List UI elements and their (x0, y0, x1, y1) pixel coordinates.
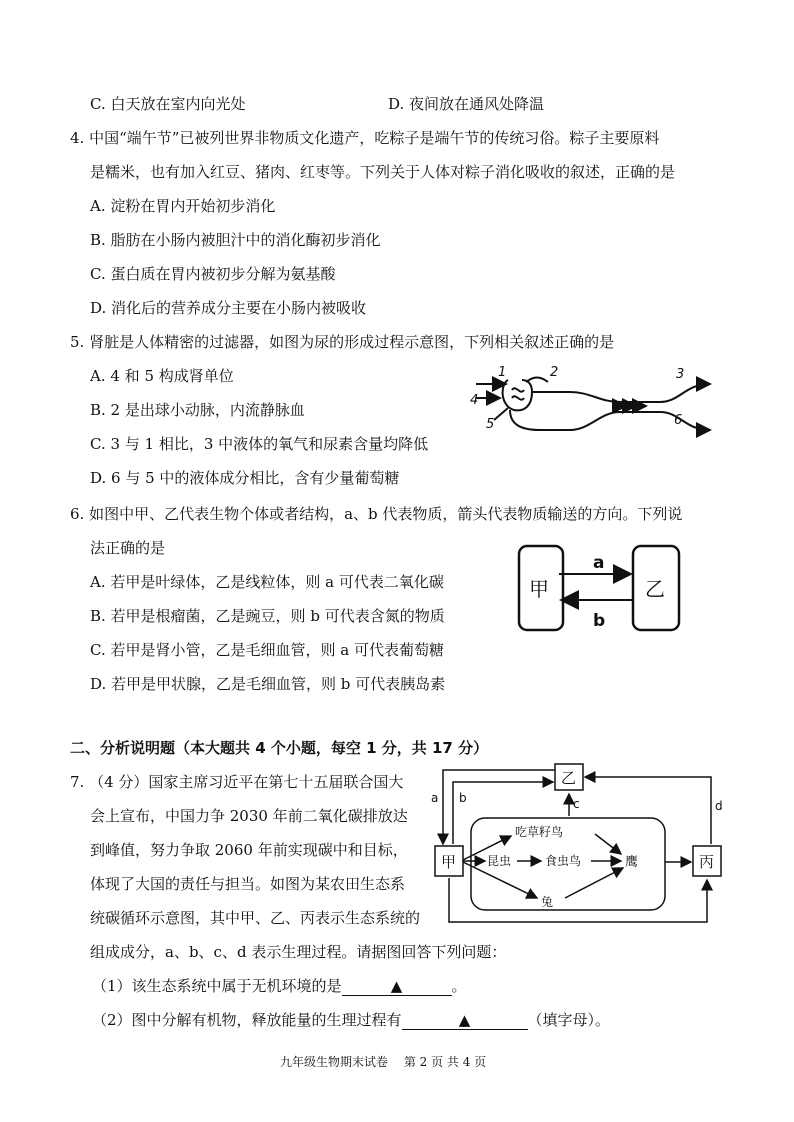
q5-option-d: D. 6 与 5 中的液体成分相比，含有少量葡萄糖 (90, 469, 400, 487)
q7-sub2 (92, 1010, 610, 1030)
q4-stem-line1: 4. 中国“端午节”已被列世界非物质文化遗产，吃粽子是端午节的传统习俗。粽子主要原料 (70, 129, 660, 147)
page-footer: 九年级生物期末试卷 第 2 页 共 4 页 (280, 1055, 487, 1069)
q4-stem-line2: 是糯米，也有加入红豆、猪肉、红枣等。下列关于人体对粽子消化吸收的叙述，正确的是 (90, 163, 676, 181)
nephron-label-5: 5 (486, 417, 495, 432)
q3-option-d: D. 夜间放在通风处降温 (388, 95, 545, 113)
q5-stem: 5. 肾脏是人体精密的过滤器，如图为尿的形成过程示意图，下列相关叙述正确的是 (70, 333, 615, 351)
q7-sub1-triangle-icon: ▲ (390, 977, 403, 995)
q7-line3: 到峰值，努力争取 2060 年前实现碳中和目标， (90, 841, 408, 859)
nephron-label-4: 4 (470, 393, 479, 408)
q6-stem-line1: 6. 如图中甲、乙代表生物个体或者结构，a、b 代表物质，箭头代表物质输送的方向。下列说 (70, 505, 683, 523)
nephron-label-3: 3 (676, 367, 685, 382)
q7-sub1-answer-blank[interactable] (342, 977, 452, 996)
q7-sub2-triangle-icon: ▲ (458, 1011, 471, 1029)
q6-option-c: C. 若甲是肾小管，乙是毛细血管，则 a 可代表葡萄糖 (90, 641, 444, 659)
q6-option-a: A. 若甲是叶绿体，乙是线粒体，则 a 可代表二氧化碳 (90, 573, 444, 591)
q6-option-d: D. 若甲是甲状腺，乙是毛细血管，则 b 可代表胰岛素 (90, 675, 446, 693)
q4-option-b: B. 脂肪在小肠内被胆汁中的消化酶初步消化 (90, 231, 381, 249)
exchange-box-yi: 乙 (645, 577, 665, 601)
carbon-cycle-diagram (425, 756, 730, 931)
nephron-label-2: 2 (550, 365, 559, 380)
q7-sub2-text: （2）图中分解有机物，释放能量的生理过程有 (92, 1011, 402, 1029)
q7-sub2-answer-blank[interactable] (402, 1011, 528, 1030)
carbon-node-insect: 昆虫 (487, 854, 512, 868)
q7-sub1-end: 。 (451, 977, 467, 995)
carbon-node-hawk: 鹰 (625, 855, 639, 870)
nephron-label-6: 6 (674, 413, 683, 428)
nephron-label-1: 1 (498, 365, 507, 380)
q4-option-d: D. 消化后的营养成分主要在小肠内被吸收 (90, 299, 367, 317)
q7-sub1-text: （1）该生态系统中属于无机环境的是 (92, 977, 342, 995)
q7-sub1 (92, 976, 467, 996)
q4-option-a: A. 淀粉在胃内开始初步消化 (90, 197, 276, 215)
q4-option-c: C. 蛋白质在胃内被初步分解为氨基酸 (90, 265, 336, 283)
q5-option-c: C. 3 与 1 相比，3 中液体的氧气和尿素含量均降低 (90, 435, 429, 453)
q5-option-a: A. 4 和 5 构成肾单位 (90, 367, 234, 385)
carbon-box-jia: 甲 (441, 853, 457, 871)
carbon-process-a-label: a (431, 791, 439, 805)
carbon-node-insect-bird: 食虫鸟 (545, 854, 582, 868)
carbon-node-seed-bird: 吃草籽鸟 (515, 825, 564, 839)
q7-line2: 会上宣布，中国力争 2030 年前二氧化碳排放达 (90, 807, 408, 825)
nephron-diagram (470, 362, 720, 447)
q7-sub2-end: （填字母）。 (527, 1011, 611, 1029)
q7-line4: 体现了大国的责任与担当。如图为某农田生态系 (90, 875, 406, 893)
q7-line5: 统碳循环示意图，其中甲、乙、丙表示生态系统的 (90, 909, 421, 927)
exchange-box-jia: 甲 (529, 577, 549, 601)
section2-title: 二、分析说明题（本大题共 4 个小题，每空 1 分，共 17 分） (70, 739, 489, 757)
carbon-process-d-label: d (715, 799, 723, 813)
exchange-arrow-b-label: b (593, 611, 606, 631)
exchange-arrow-a-label: a (593, 553, 605, 573)
q5-option-b: B. 2 是出球小动脉，内流静脉血 (90, 401, 305, 419)
carbon-box-bing: 丙 (699, 853, 715, 871)
q3-option-c: C. 白天放在室内向光处 (90, 95, 246, 113)
q6-option-b: B. 若甲是根瘤菌，乙是豌豆，则 b 可代表含氮的物质 (90, 607, 445, 625)
q7-line1: 7. （4 分）国家主席习近平在第七十五届联合国大 (70, 773, 404, 791)
carbon-box-yi: 乙 (561, 769, 577, 787)
exchange-diagram (515, 540, 695, 635)
carbon-process-c-label: c (573, 797, 580, 811)
q7-line6: 组成成分，a、b、c、d 表示生理过程。请据图回答下列问题： (90, 943, 507, 961)
carbon-process-b-label: b (459, 791, 467, 805)
q6-stem-line2: 法正确的是 (90, 539, 166, 557)
carbon-node-rabbit: 兔 (541, 895, 554, 909)
